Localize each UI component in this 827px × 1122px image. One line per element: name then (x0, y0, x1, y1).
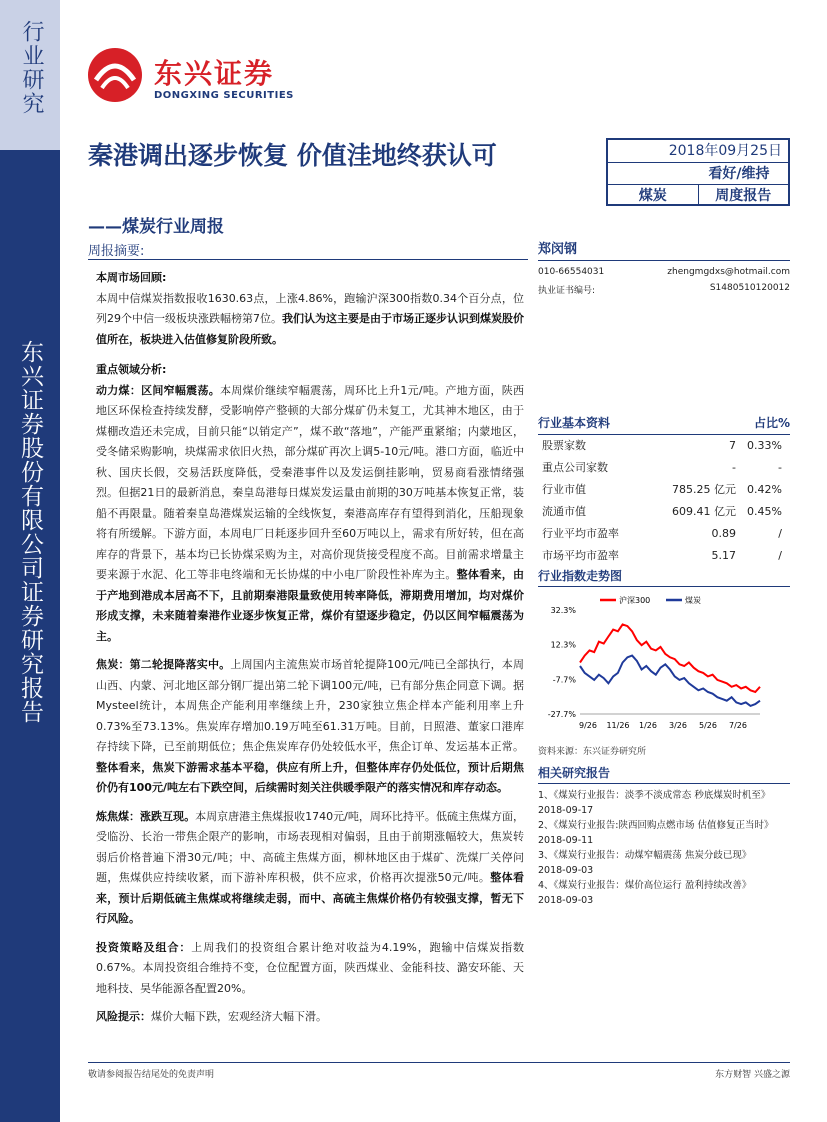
footer (88, 1062, 790, 1080)
focus-heading: 重点领域分析: (96, 363, 167, 376)
sidebar-top-label: 行业研究 (19, 20, 44, 116)
coking-text: 本周京唐港主焦煤报收1740元/吨，周环比持平。低硫主焦煤方面，受临汾、长治一带焦企限产的影响，市场表现相对偏弱，且由于前期涨幅较大，焦炭转弱后价格普遍下滑30元/吨；中、高硫主焦煤方面，柳林地区由于煤矿、洗煤厂关停问题，焦煤供应持续收紧，而下游补库积极，供不应求，价格再次提涨50元/吨。 (96, 809, 525, 884)
report-industry: 煤炭 (638, 188, 667, 204)
y-tick-label: -27.7% (547, 710, 576, 719)
stats-label: 行业市值 (542, 483, 586, 496)
related-date[interactable]: 2018-09-11 (538, 835, 594, 846)
logo-mark-icon (88, 48, 142, 102)
related-text[interactable]: 2、《煤炭行业报告:陕西回购点燃市场 估值修复正当时》 (538, 820, 774, 831)
coke-heading: 焦炭：第二轮提降落实中。 (96, 658, 231, 671)
coking-heading: 炼焦煤：涨跌互现。 (96, 809, 196, 823)
risk-text: 煤价大幅下跌，宏观经济大幅下滑。 (151, 1010, 327, 1023)
report-title: 秦港调出逐步恢复 价值洼地终获认可 (88, 141, 497, 170)
sidebar-bottom (0, 150, 60, 1122)
stats-row (538, 435, 790, 457)
analyst-cert-label: 执业证书编号: (538, 286, 596, 296)
summary-label: 周报摘要: (88, 240, 528, 260)
analyst-name: 郑闵钢 (538, 238, 790, 261)
stats-pct: 0.45% (747, 505, 782, 518)
related-text[interactable]: 1、《煤炭行业报告：淡季不淡成常态 秒底煤炭时机至》 (538, 790, 771, 801)
portfolio-text: 上周我们的投资组合累计绝对收益为4.19%，跑输中信煤炭指数0.67%。本周投资组合维持不变，仓位配置方面，陕西煤业、金能科技、潞安环能、天地科技、昊华能源各配置20%。 (96, 940, 525, 995)
stats-label: 行业平均市盈率 (542, 527, 619, 540)
coking-bold: 整体看来，预计后期低硫主焦煤或将继续走弱，而中、高硫主焦煤价格仍有较强支撑，暂无下行风险。 (96, 871, 525, 925)
stats-row (538, 457, 790, 479)
x-tick-label: 9/26 (579, 721, 597, 730)
coal-heading: 动力煤：区间窄幅震荡。 (96, 383, 220, 397)
stats-value: 785.25 亿元 (672, 483, 736, 496)
report-subtitle: ——煤炭行业周报 (88, 217, 224, 237)
portfolio-heading: 投资策略及组合： (96, 940, 192, 954)
legend-label: 沪深300 (619, 596, 651, 605)
market-review-text: 本周中信煤炭指数报收1630.63点，上涨4.86%，跑输沪深300指数0.34个百分点，位列29个中信一级板块涨跌幅榜第7位。 (96, 291, 524, 325)
x-tick-label: 11/26 (606, 721, 630, 730)
related-date[interactable]: 2018-09-03 (538, 865, 594, 876)
legend-label: 煤炭 (685, 596, 701, 605)
market-review-bold: 我们认为这主要是由于市场正逐步认识到煤炭股价值所在，板块进入估值修复阶段所致。 (96, 312, 524, 346)
logo-name-cn: 东兴证券 (154, 57, 275, 90)
analyst-cert-no: S1480510120012 (709, 283, 790, 293)
report-meta-box (606, 138, 790, 206)
report-date: 2018年09月25日 (668, 143, 782, 159)
related-date[interactable]: 2018-09-17 (538, 805, 594, 816)
stats-value: 5.17 (711, 549, 736, 562)
market-review-heading: 本周市场回顾: (96, 271, 167, 284)
sidebar-top (0, 0, 60, 150)
coal-text: 本周煤价继续窄幅震荡，周环比上升1元/吨。产地方面，陕西地区环保检查持续发酵，受影响停产整顿的大部分煤矿仍未复工，尤其神木地区，由于煤棚改造还未完成，目前只能“以销定产”，煤不敢“落地”，产能严重紧缩；内蒙地区，受冬储采购影响，块煤需求依旧火热，部分煤矿再次上调5-10元/吨。港口方面，临近中秋、国庆长假，交易活跃度降低，受秦港事件以及发运倒挂影响，贸易商看涨情绪强烈。但据21日的最新消息，秦皇岛港每日煤炭发运量由前期的30万吨基本恢复正常，装船不再限量。随着秦皇岛港煤炭运输的全线恢复，秦港高库存有望得到消化，压船现象将有所缓解。下游方面，本周电厂日耗逐步回升至60万吨以上，需求有所好转，但在高库存的背景下，基本均已长协煤采购为主，对高价现货接受程度不高。目前需求增量主要来源于水泥、化工等非电终端和无长协煤的中小电厂阶段性补库为主。 (96, 383, 525, 581)
risk-heading: 风险提示： (96, 1010, 151, 1023)
stats-row (538, 479, 790, 501)
related-reports (538, 764, 790, 908)
coal-bold: 整体看来，由于产地到港成本居高不下，且前期秦港限量致使用转率降低，滞期费用增加，均对煤价形成支撑，未来随着秦港作业逐步恢复正常，煤价有望逐步稳定，仍以区间窄幅震荡为主。 (96, 568, 525, 643)
x-tick-label: 3/26 (669, 721, 687, 730)
stats-value: - (732, 461, 736, 474)
stats-heading: 行业基本资料 (538, 416, 611, 430)
stats-label: 重点公司家数 (542, 461, 608, 474)
index-chart-heading: 行业指数走势图 (538, 567, 790, 587)
industry-stats-table (538, 414, 790, 567)
stats-row (538, 545, 790, 567)
coke-text: 上周国内主流焦炭市场首轮提降100元/吨已全部执行，本周山西、内蒙、河北地区部分钢厂提出第二轮下调100元/吨，已有部分焦企同意下调。据Mysteel统计，本周焦企产能利用率继续上升，230家独立焦企样本产能利用率上升0.73%至73.13%。焦炭库存增加0.19万吨至61.31万吨。目前，日照港、董家口港库存持续下降，已至前期低位；焦企焦炭库存仍处较低水平，焦企订单、发运基本正常。 (96, 658, 525, 753)
type-row (608, 184, 788, 206)
analyst-email: zhengmgdxs@hotmail.com (667, 267, 790, 277)
stats-value: 0.89 (711, 527, 736, 540)
y-tick-label: 32.3% (550, 606, 576, 615)
company-logo (88, 48, 308, 108)
x-tick-label: 5/26 (699, 721, 717, 730)
sidebar-bottom-label: 东兴证券股份有限公司证券研究报告 (17, 340, 43, 724)
related-text[interactable]: 3、《煤炭行业报告：动煤窄幅震荡 焦炭分歧已现》 (538, 850, 752, 861)
series-line-1 (580, 656, 760, 706)
stats-value: 609.41 亿元 (672, 505, 736, 518)
related-heading: 相关研究报告 (538, 764, 790, 784)
stats-pct: / (778, 527, 782, 540)
stats-pct: / (778, 549, 782, 562)
stats-row (538, 523, 790, 545)
stats-pct: - (778, 461, 782, 474)
stats-label: 流通市值 (542, 505, 586, 518)
index-chart-heading-box (538, 567, 790, 587)
source-note: 资料来源：东兴证券研究所 (538, 747, 647, 757)
y-tick-label: -7.7% (552, 675, 576, 685)
report-rating: 看好/维持 (708, 166, 770, 182)
stats-row (538, 501, 790, 523)
x-tick-label: 1/26 (639, 721, 657, 730)
stats-pct-heading: 占比% (753, 416, 790, 430)
coke-bold: 整体看来，焦炭下游需求基本平稳，供应有所上升，但整体库存仍处低位，预计后期焦价仍有100元/吨左右下跌空间，后续需时刻关注供暖季限产的落实情况和库存动态。 (96, 760, 524, 794)
stats-label: 股票家数 (542, 439, 586, 452)
related-date[interactable]: 2018-09-03 (538, 895, 594, 906)
footer-disclaimer: 敬请参阅报告结尾处的免责声明 (88, 1070, 215, 1080)
stats-pct: 0.33% (747, 439, 782, 452)
x-tick-label: 7/26 (729, 721, 747, 730)
logo-name-en: DONGXING SECURITIES (154, 90, 294, 101)
related-text[interactable]: 4、《煤炭行业报告：煤价高位运行 盈利持续改善》 (538, 880, 752, 891)
footer-slogan: 东方财智 兴盛之源 (715, 1070, 790, 1080)
analyst-info (538, 238, 790, 296)
stats-value: 7 (729, 439, 736, 452)
main-body (96, 268, 524, 1028)
report-type: 周度报告 (698, 185, 789, 206)
stats-pct: 0.42% (747, 483, 782, 496)
analyst-phone: 010-66554031 (538, 267, 605, 277)
rating-row (608, 162, 788, 184)
sidebar (0, 0, 60, 1122)
y-tick-label: 12.3% (550, 640, 576, 650)
index-chart (538, 588, 790, 738)
stats-label: 市场平均市盈率 (542, 549, 619, 562)
